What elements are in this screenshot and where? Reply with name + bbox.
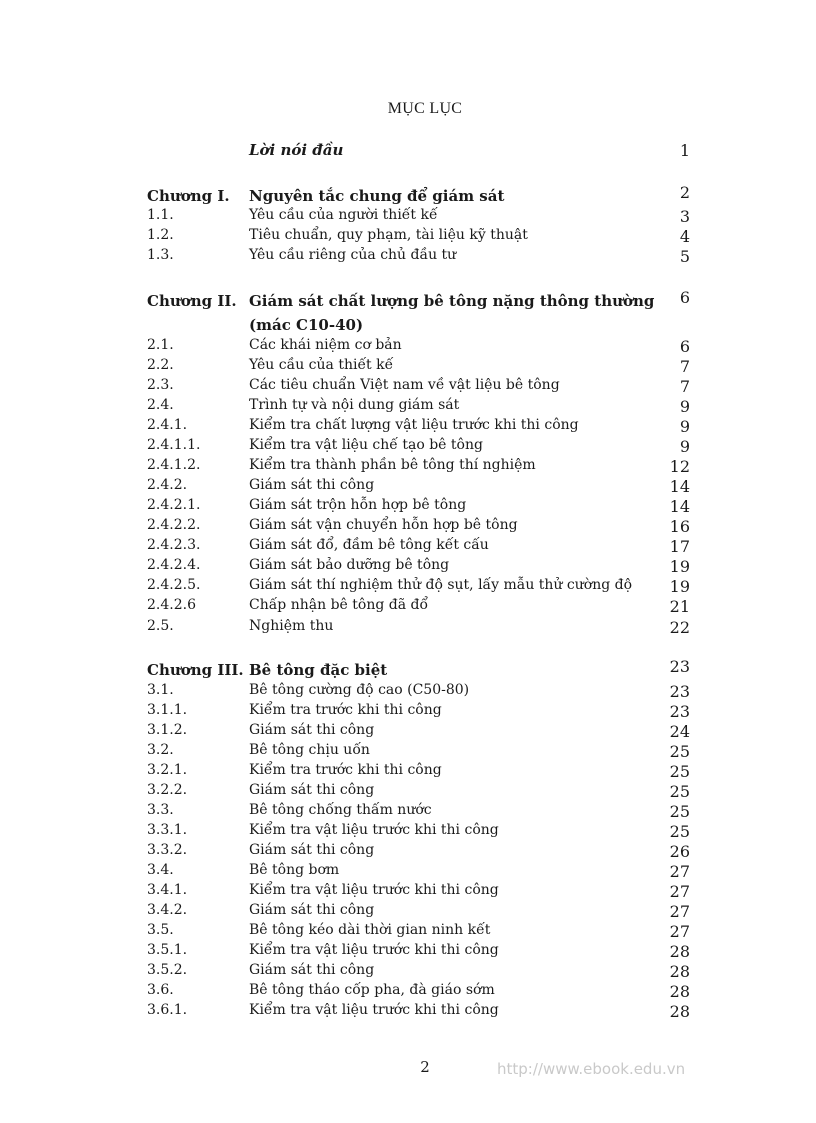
toc-page-number: 25 bbox=[669, 762, 690, 781]
toc-row bbox=[0, 682, 816, 704]
toc-section-number: 3.1.1. bbox=[147, 702, 188, 718]
toc-section-title: Giám sát thí nghiệm thử độ sụt, lấy mẫu thử cường độ bbox=[249, 577, 633, 593]
toc-row bbox=[0, 597, 816, 619]
toc-section-number: 2.2. bbox=[147, 357, 174, 373]
toc-page-number: 6 bbox=[679, 288, 690, 307]
toc-section-number: 3.2. bbox=[147, 742, 174, 758]
toc-page-number: 17 bbox=[669, 537, 690, 556]
toc-section-title: Kiểm tra chất lượng vật liệu trước khi thi công bbox=[249, 417, 579, 433]
toc-page-number: 24 bbox=[669, 722, 690, 741]
toc-section-title: Tiêu chuẩn, quy phạm, tài liệu kỹ thuật bbox=[249, 227, 528, 243]
toc-section-title: Giám sát thi công bbox=[249, 477, 375, 493]
toc-section-number: 2.4. bbox=[147, 397, 174, 413]
toc-section-title: Giám sát thi công bbox=[249, 782, 375, 798]
toc-section-number: 2.4.2.6 bbox=[147, 597, 196, 613]
toc-section-number: 3.3.2. bbox=[147, 842, 188, 858]
toc-section-title: Giám sát trộn hỗn hợp bê tông bbox=[249, 497, 467, 513]
toc-row bbox=[0, 822, 816, 844]
toc-section-number: Chương II. bbox=[147, 292, 237, 310]
toc-page-number: 3 bbox=[679, 207, 690, 226]
toc-section-title: Yêu cầu của người thiết kế bbox=[249, 207, 438, 223]
toc-section-number: 2.4.1.1. bbox=[147, 437, 201, 453]
page-title: MỤC LỤC bbox=[387, 100, 463, 117]
toc-section-number: 3.3. bbox=[147, 802, 174, 818]
toc-section-number: 3.5.2. bbox=[147, 962, 188, 978]
toc-section-title: Bê tông chịu uốn bbox=[249, 742, 370, 758]
toc-row bbox=[0, 702, 816, 724]
toc-page-number: 5 bbox=[679, 247, 690, 266]
toc-section-number: 1.3. bbox=[147, 247, 174, 263]
toc-row bbox=[0, 1002, 816, 1024]
toc-section-title: Kiểm tra thành phần bê tông thí nghiệm bbox=[249, 457, 536, 473]
page-number: 2 bbox=[420, 1058, 430, 1076]
toc-page-number: 9 bbox=[679, 437, 690, 456]
toc-chapter-row bbox=[0, 183, 816, 209]
toc-page-number: 22 bbox=[669, 618, 690, 637]
toc-section-number: 3.6. bbox=[147, 982, 174, 998]
toc-section-title: Giám sát thi công bbox=[249, 962, 375, 978]
toc-page-number: 27 bbox=[669, 922, 690, 941]
toc-section-number: 2.4.2.4. bbox=[147, 557, 201, 573]
toc-row bbox=[0, 557, 816, 579]
toc-section-number: 3.1.2. bbox=[147, 722, 188, 738]
toc-section-title: Giám sát đổ, đầm bê tông kết cấu bbox=[249, 537, 489, 553]
toc-section-title: Các tiêu chuẩn Việt nam về vật liệu bê tông bbox=[249, 377, 560, 393]
toc-section-title: Chấp nhận bê tông đã đổ bbox=[249, 597, 429, 613]
toc-row bbox=[0, 537, 816, 559]
toc-page-number: 19 bbox=[669, 557, 690, 576]
toc-row bbox=[0, 742, 816, 764]
toc-page-number: 27 bbox=[669, 862, 690, 881]
watermark: http://www.ebook.edu.vn bbox=[497, 1060, 686, 1078]
toc-section-number: 3.6.1. bbox=[147, 1002, 188, 1018]
toc-row bbox=[0, 457, 816, 479]
toc-page-number: 9 bbox=[679, 397, 690, 416]
toc-section-number: 2.4.1.2. bbox=[147, 457, 201, 473]
toc-page-number: 27 bbox=[669, 882, 690, 901]
toc-section-title: Nguyên tắc chung để giám sát bbox=[249, 187, 505, 205]
toc-page-number: 25 bbox=[669, 742, 690, 761]
toc-page-number: 14 bbox=[669, 477, 690, 496]
toc-section-title: Bê tông đặc biệt bbox=[249, 661, 388, 679]
toc-row bbox=[0, 417, 816, 439]
toc-intro-row bbox=[0, 141, 816, 163]
toc-section-number: 2.4.2.5. bbox=[147, 577, 201, 593]
toc-row bbox=[0, 497, 816, 519]
toc-row bbox=[0, 862, 816, 884]
toc-section-title: Giám sát thi công bbox=[249, 842, 375, 858]
toc-section-number: 1.1. bbox=[147, 207, 174, 223]
toc-page-number: 28 bbox=[669, 982, 690, 1001]
toc-page-number: 23 bbox=[669, 702, 690, 721]
toc-page-number: 25 bbox=[669, 822, 690, 841]
toc-title-continuation: (mác C10-40) bbox=[249, 316, 364, 334]
toc-section-number: 3.4.1. bbox=[147, 882, 188, 898]
toc-section-title: Nghiệm thu bbox=[249, 618, 334, 634]
toc-page-number: 16 bbox=[669, 517, 690, 536]
toc-row bbox=[0, 762, 816, 784]
toc-page-number: 28 bbox=[669, 962, 690, 981]
toc-section-title: Giám sát vận chuyển hỗn hợp bê tông bbox=[249, 517, 518, 533]
toc-page-number: 26 bbox=[669, 842, 690, 861]
toc-page-number: 19 bbox=[669, 577, 690, 596]
toc-row bbox=[0, 247, 816, 269]
toc-section-number: Chương I. bbox=[147, 187, 230, 205]
toc-section-title: Bê tông chống thấm nước bbox=[249, 802, 432, 818]
toc-chapter-row bbox=[0, 657, 816, 683]
toc-section-title: Kiểm tra trước khi thi công bbox=[249, 702, 442, 718]
toc-section-title: Yêu cầu riêng của chủ đầu tư bbox=[249, 247, 457, 263]
toc-page-number: 14 bbox=[669, 497, 690, 516]
toc-section-title: Yêu cầu của thiết kế bbox=[249, 357, 394, 373]
toc-page-number: 7 bbox=[679, 357, 690, 376]
toc-row bbox=[0, 922, 816, 944]
toc-row bbox=[0, 357, 816, 379]
toc-section-number: 2.5. bbox=[147, 618, 174, 634]
toc-row bbox=[0, 842, 816, 864]
toc-section-number: 3.4. bbox=[147, 862, 174, 878]
toc-section-number: 3.2.1. bbox=[147, 762, 188, 778]
toc-section-number: 3.5.1. bbox=[147, 942, 188, 958]
toc-section-number: 2.4.2. bbox=[147, 477, 188, 493]
toc-row bbox=[0, 618, 816, 640]
toc-page-number: 4 bbox=[679, 227, 690, 246]
toc-section-title: Giám sát thi công bbox=[249, 902, 375, 918]
toc-section-title: Giám sát bảo dưỡng bê tông bbox=[249, 557, 450, 573]
toc-section-title: Giám sát thi công bbox=[249, 722, 375, 738]
toc-row bbox=[0, 982, 816, 1004]
toc-section-number: 3.3.1. bbox=[147, 822, 188, 838]
toc-page-number: 25 bbox=[669, 802, 690, 821]
toc-row bbox=[0, 942, 816, 964]
toc-section-title: Kiểm tra trước khi thi công bbox=[249, 762, 442, 778]
toc-row bbox=[0, 577, 816, 599]
toc-section-title: Kiểm tra vật liệu trước khi thi công bbox=[249, 822, 499, 838]
toc-section-title: Kiểm tra vật liệu trước khi thi công bbox=[249, 1002, 499, 1018]
toc-page-number: 25 bbox=[669, 782, 690, 801]
toc-page-number: 23 bbox=[669, 682, 690, 701]
toc-page-number: 7 bbox=[679, 377, 690, 396]
toc-page-number: 27 bbox=[669, 902, 690, 921]
toc-section-title: Kiểm tra vật liệu trước khi thi công bbox=[249, 882, 499, 898]
toc-section-number: 2.3. bbox=[147, 377, 174, 393]
toc-section-title: Bê tông cường độ cao (C50-80) bbox=[249, 682, 470, 698]
toc-row bbox=[0, 882, 816, 904]
toc-section-title: Các khái niệm cơ bản bbox=[249, 337, 402, 353]
toc-page-number: 9 bbox=[679, 417, 690, 436]
toc-page-number: 12 bbox=[669, 457, 690, 476]
toc-section-number: Chương III. bbox=[147, 661, 244, 679]
toc-row bbox=[0, 437, 816, 459]
toc-section-title: Trình tự và nội dung giám sát bbox=[249, 397, 460, 413]
toc-section-number: 2.4.2.2. bbox=[147, 517, 201, 533]
toc-row bbox=[0, 337, 816, 359]
toc-row bbox=[0, 397, 816, 419]
toc-row bbox=[0, 782, 816, 804]
toc-row bbox=[0, 477, 816, 499]
toc-page-number: 23 bbox=[669, 657, 690, 676]
toc-section-title: Giám sát chất lượng bê tông nặng thông thường bbox=[249, 292, 655, 310]
toc-section-title: Bê tông tháo cốp pha, đà giáo sớm bbox=[249, 982, 495, 998]
toc-page-number: 28 bbox=[669, 942, 690, 961]
toc-row bbox=[0, 802, 816, 824]
toc-intro-page: 1 bbox=[679, 141, 690, 160]
toc-page-number: 2 bbox=[679, 183, 690, 202]
toc-intro-text: Lời nói đầu bbox=[249, 141, 344, 159]
toc-row bbox=[0, 962, 816, 984]
toc-page-number: 21 bbox=[669, 597, 690, 616]
toc-section-number: 3.5. bbox=[147, 922, 174, 938]
toc-section-number: 1.2. bbox=[147, 227, 174, 243]
toc-section-number: 3.2.2. bbox=[147, 782, 188, 798]
toc-row bbox=[0, 722, 816, 744]
toc-page-number: 6 bbox=[679, 337, 690, 356]
toc-section-number: 2.1. bbox=[147, 337, 174, 353]
toc-chapter-row bbox=[0, 288, 816, 314]
toc-section-number: 3.4.2. bbox=[147, 902, 188, 918]
toc-section-number: 2.4.2.3. bbox=[147, 537, 201, 553]
toc-row bbox=[0, 227, 816, 249]
toc-section-title: Bê tông bơm bbox=[249, 862, 340, 878]
toc-row bbox=[0, 517, 816, 539]
toc-row bbox=[0, 377, 816, 399]
toc-section-number: 2.4.2.1. bbox=[147, 497, 201, 513]
toc-row bbox=[0, 207, 816, 229]
toc-section-number: 3.1. bbox=[147, 682, 174, 698]
toc-section-title: Bê tông kéo dài thời gian ninh kết bbox=[249, 922, 491, 938]
toc-section-title: Kiểm tra vật liệu trước khi thi công bbox=[249, 942, 499, 958]
toc-section-number: 2.4.1. bbox=[147, 417, 188, 433]
toc-section-title: Kiểm tra vật liệu chế tạo bê tông bbox=[249, 437, 483, 453]
toc-row bbox=[0, 902, 816, 924]
toc-page-number: 28 bbox=[669, 1002, 690, 1021]
